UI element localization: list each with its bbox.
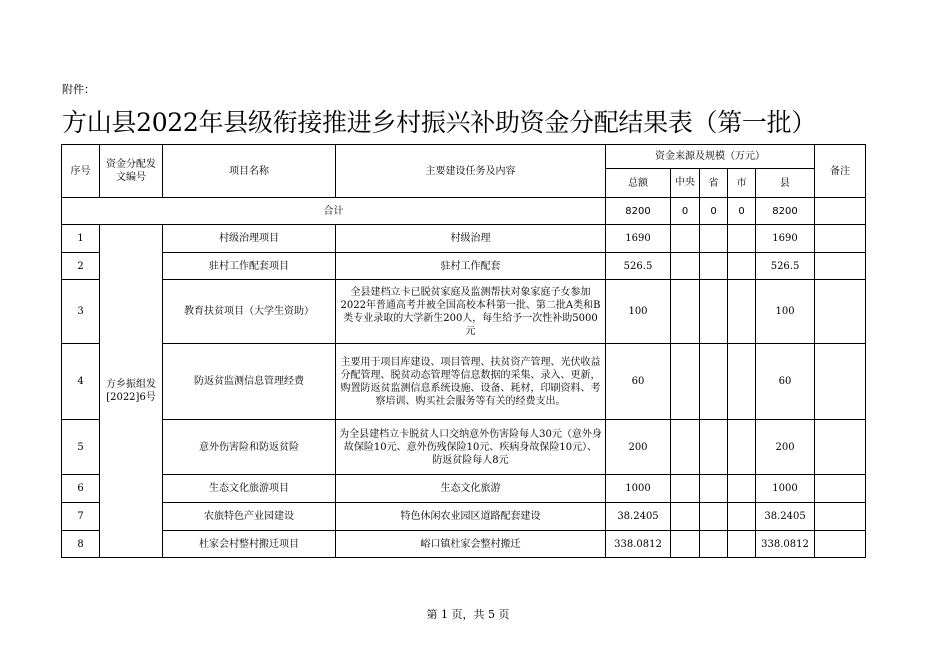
row-province: [700, 475, 728, 503]
row-seq: 8: [62, 531, 100, 558]
summary-central: 0: [671, 198, 700, 225]
row-county: 200: [756, 420, 815, 475]
row-central: [671, 420, 700, 475]
row-county: 1000: [756, 475, 815, 503]
doc-number: 方乡振组发[2022]6号: [100, 225, 163, 558]
header-project: 项目名称: [163, 145, 336, 198]
row-province: [700, 225, 728, 253]
row-county: 526.5: [756, 253, 815, 280]
row-total: 526.5: [606, 253, 671, 280]
page-title: 方山县2022年县级衔接推进乡村振兴补助资金分配结果表（第一批）: [62, 108, 817, 137]
row-task: 主要用于项目库建设、项目管理、扶贫资产管理、光伏收益分配管理、脱贫动态管理等信息数据的采集、录入、更新，购置防返贫监测信息系统设施、设备、耗材，印刷资料、考察培训、购买社会服务等有关的经费支出。: [336, 344, 606, 420]
row-total: 60: [606, 344, 671, 420]
summary-label: 合计: [62, 198, 606, 225]
row-remark: [815, 420, 866, 475]
row-county: 100: [756, 280, 815, 344]
table-row: [62, 280, 866, 344]
header-total: 总额: [606, 169, 671, 198]
row-central: [671, 503, 700, 531]
table-row: [62, 531, 866, 558]
row-seq: 5: [62, 420, 100, 475]
row-province: [700, 280, 728, 344]
row-task: 特色休闲农业园区道路配套建设: [336, 503, 606, 531]
summary-row: [62, 198, 866, 225]
row-city: [728, 344, 756, 420]
row-county: 1690: [756, 225, 815, 253]
row-task: 驻村工作配套: [336, 253, 606, 280]
row-project: 驻村工作配套项目: [163, 253, 336, 280]
row-total: 1000: [606, 475, 671, 503]
row-remark: [815, 531, 866, 558]
header-county: 县: [756, 169, 815, 198]
row-total: 200: [606, 420, 671, 475]
row-city: [728, 420, 756, 475]
row-project: 教育扶贫项目（大学生资助）: [163, 280, 336, 344]
header-province: 省: [700, 169, 728, 198]
allocation-table: [61, 144, 866, 558]
header-tasks: 主要建设任务及内容: [336, 145, 606, 198]
summary-total: 8200: [606, 198, 671, 225]
row-central: [671, 280, 700, 344]
header-seq: 序号: [62, 145, 100, 198]
table-row: [62, 344, 866, 420]
row-remark: [815, 280, 866, 344]
summary-remark: [815, 198, 866, 225]
row-city: [728, 531, 756, 558]
row-county: 38.2405: [756, 503, 815, 531]
row-task: 生态文化旅游: [336, 475, 606, 503]
row-project: 防返贫监测信息管理经费: [163, 344, 336, 420]
row-city: [728, 503, 756, 531]
row-city: [728, 280, 756, 344]
header-funding-group: 资金来源及规模（万元）: [606, 145, 815, 169]
row-seq: 3: [62, 280, 100, 344]
row-task: 村级治理: [336, 225, 606, 253]
page-footer: 第 1 页，共 5 页: [426, 608, 510, 621]
row-county: 60: [756, 344, 815, 420]
row-seq: 1: [62, 225, 100, 253]
row-central: [671, 531, 700, 558]
row-project: 杜家会村整村搬迁项目: [163, 531, 336, 558]
row-central: [671, 225, 700, 253]
row-seq: 7: [62, 503, 100, 531]
row-city: [728, 475, 756, 503]
row-province: [700, 420, 728, 475]
row-province: [700, 503, 728, 531]
row-task: 峪口镇杜家会整村搬迁: [336, 531, 606, 558]
table-row: [62, 503, 866, 531]
summary-city: 0: [728, 198, 756, 225]
row-total: 38.2405: [606, 503, 671, 531]
summary-county: 8200: [756, 198, 815, 225]
header-remark: 备注: [815, 145, 866, 198]
row-province: [700, 344, 728, 420]
table-row: [62, 253, 866, 280]
row-remark: [815, 475, 866, 503]
row-seq: 2: [62, 253, 100, 280]
row-remark: [815, 225, 866, 253]
row-total: 100: [606, 280, 671, 344]
header-city: 市: [728, 169, 756, 198]
table-row: [62, 225, 866, 253]
row-remark: [815, 503, 866, 531]
row-remark: [815, 344, 866, 420]
row-county: 338.0812: [756, 531, 815, 558]
row-province: [700, 253, 728, 280]
row-task: 为全县建档立卡脱贫人口交纳意外伤害险每人30元（意外身故保险10元、意外伤残保险10元、疾病身故保险10元）、防返贫险每人8元: [336, 420, 606, 475]
attachment-label: 附件：: [62, 83, 95, 96]
row-project: 意外伤害险和防返贫险: [163, 420, 336, 475]
row-city: [728, 225, 756, 253]
row-central: [671, 253, 700, 280]
row-seq: 4: [62, 344, 100, 420]
header-doc-no: 资金分配发文编号: [100, 145, 163, 198]
row-total: 1690: [606, 225, 671, 253]
row-total: 338.0812: [606, 531, 671, 558]
row-task: 全县建档立卡已脱贫家庭及监测帮扶对象家庭子女参加2022年普通高考并被全国高校本科第一批、第二批A类和B类专业录取的大学新生200人，每生给予一次性补助5000元: [336, 280, 606, 344]
row-province: [700, 531, 728, 558]
row-project: 生态文化旅游项目: [163, 475, 336, 503]
row-seq: 6: [62, 475, 100, 503]
summary-province: 0: [700, 198, 728, 225]
row-city: [728, 253, 756, 280]
header-central: 中央: [671, 169, 700, 198]
table-row: [62, 475, 866, 503]
row-remark: [815, 253, 866, 280]
row-central: [671, 475, 700, 503]
table-row: [62, 420, 866, 475]
row-project: 村级治理项目: [163, 225, 336, 253]
row-project: 农旅特色产业园建设: [163, 503, 336, 531]
row-central: [671, 344, 700, 420]
